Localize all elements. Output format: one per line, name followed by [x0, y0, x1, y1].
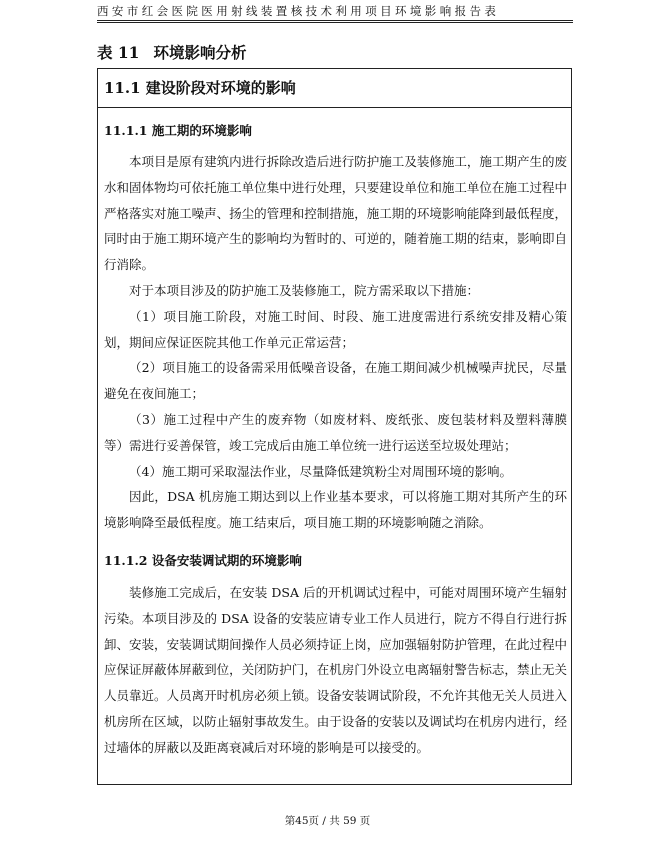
- subsection-heading-installation: 11.1.2 设备安装调试期的环境影响: [104, 553, 302, 568]
- construction-body: [104, 149, 567, 536]
- page-number: 第45页 / 共 59 页: [284, 815, 371, 827]
- paragraph: （4）施工期可采取湿法作业，尽量降低建筑粉尘对周围环境的影响。: [129, 463, 512, 479]
- header-rule: [97, 20, 573, 23]
- section-divider: [97, 107, 572, 108]
- table-title: [97, 41, 246, 63]
- running-header: 西安市红会医院医用射线装置核技术利用项目环境影响报告表: [97, 4, 500, 18]
- paragraph: （3）施工过程中产生的废弃物（如废材料、废纸张、废包装材料及塑料薄膜等）需进行妥善保管，竣工完成后由施工单位统一进行运送至垃圾处理站；: [104, 411, 567, 453]
- table-number: 表 11: [97, 43, 140, 62]
- paragraph: 本项目是原有建筑内进行拆除改造后进行防护施工及装修施工，施工期产生的废水和固体物均可依托施工单位集中进行处理，只要建设单位和施工单位在施工过程中严格落实对施工噪声、扬尘的管理和控制措施，施工期的环境影响能降到最低程度，同时由于施工期环境产生的影响均为暂时的、可逆的，随着施工期的结束，影响即自行消除。: [104, 154, 567, 273]
- paragraph: 因此，DSA 机房施工期达到以上作业基本要求，可以将施工期对其所产生的环境影响降至最低程度。施工结束后，项目施工期的环境影响随之消除。: [104, 489, 567, 531]
- table-title-text: 环境影响分析: [153, 43, 247, 62]
- subsection-heading-construction: 11.1.1 施工期的环境影响: [104, 123, 252, 138]
- paragraph: 装修施工完成后，在安装 DSA 后的开机调试过程中，可能对周围环境产生辐射污染。本项目涉及的 DSA 设备的安装应请专业工作人员进行，院方不得自行进行拆卸、安装，安装调试期间操作人员必须持证上岗，应加强辐射防护管理，在此过程中应保证屏蔽体屏蔽到位，关闭防护门，在机房门外设立电离辐射警告标志，禁止无关人员靠近。人员离开时机房必须上锁。设备安装调试阶段，不允许其他无关人员进入机房所在区域，以防止辐射事故发生。由于设备的安装以及调试均在机房内进行，经过墙体的屏蔽以及距离衰减后对环境的影响是可以接受的。: [104, 585, 567, 755]
- paragraph: （2）项目施工的设备需采用低噪音设备，在施工期间减少机械噪声扰民，尽量避免在夜间施工；: [104, 360, 567, 402]
- paragraph: （1）项目施工阶段，对施工时间、时段、施工进度需进行系统安排及精心策划，期间应保证医院其他工作单元正常运营；: [104, 308, 567, 350]
- installation-body: [104, 580, 567, 761]
- section-heading: 11.1 建设阶段对环境的影响: [104, 79, 296, 97]
- paragraph: 对于本项目涉及的防护施工及装修施工，院方需采取以下措施：: [129, 282, 480, 298]
